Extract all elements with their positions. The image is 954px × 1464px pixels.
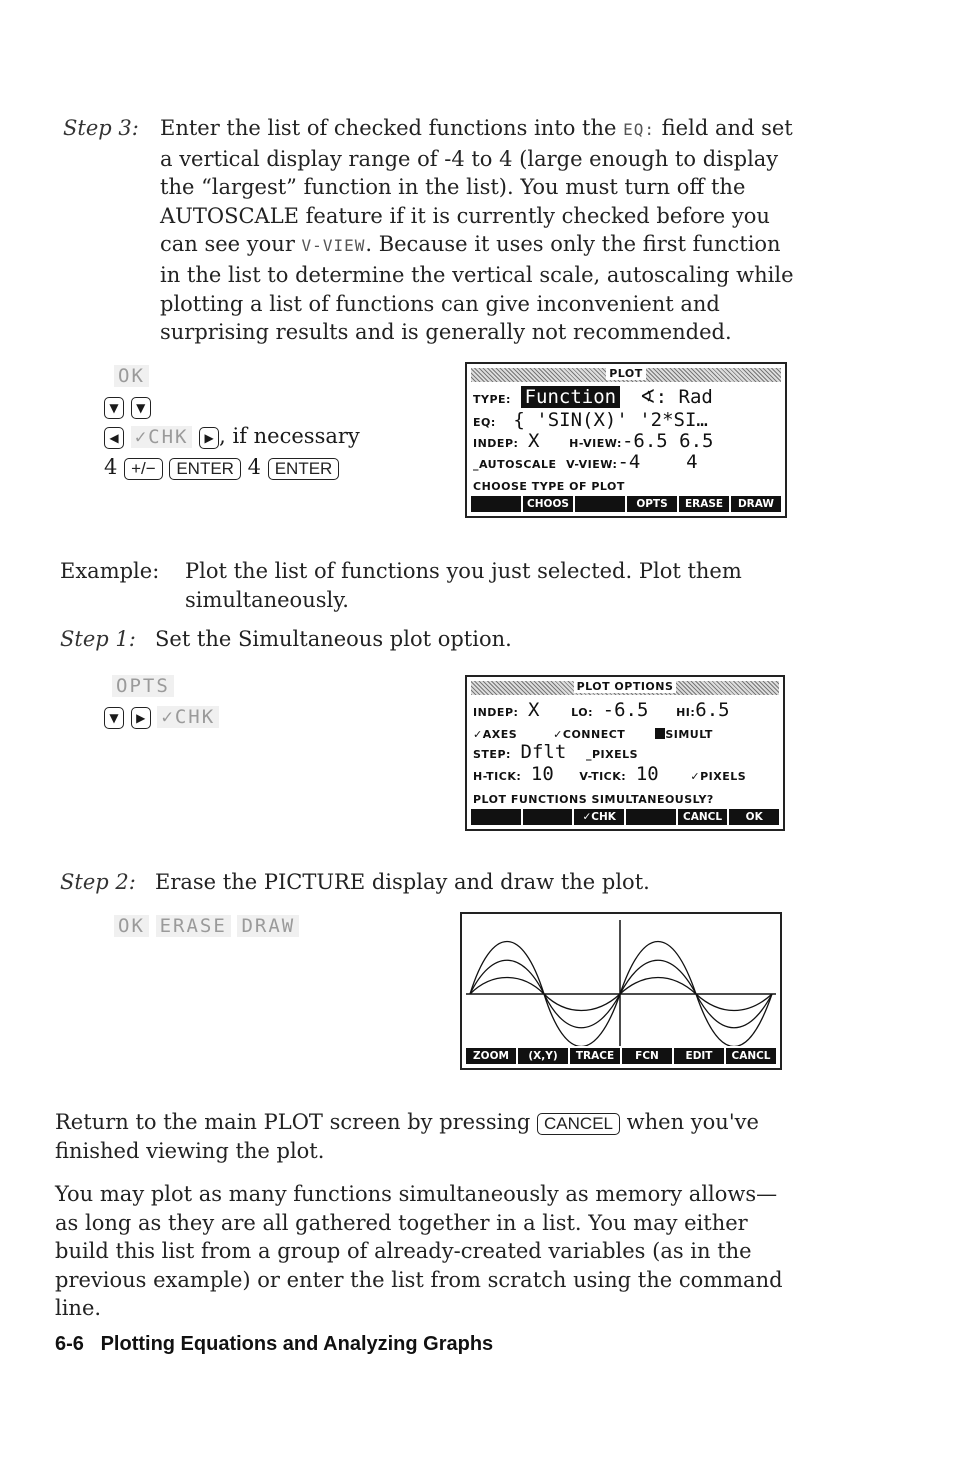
- plot-screen-menu: [471, 496, 781, 512]
- enter-key[interactable]: ENTER: [169, 458, 241, 480]
- enter-key-2[interactable]: ENTER: [268, 458, 340, 480]
- opts-softkey[interactable]: OPTS: [112, 675, 174, 697]
- lo-label: LO:: [571, 706, 594, 719]
- simult-label: SIMULT: [665, 728, 713, 741]
- hi-label: HI:: [676, 706, 696, 719]
- opt-menu-key-chk[interactable]: ✓CHK: [574, 809, 624, 825]
- vtick-label: V-TICK:: [579, 770, 627, 783]
- return-paragraph: [55, 1108, 815, 1165]
- autoscale-check[interactable]: _AUTOSCALE: [473, 458, 557, 471]
- graph-menu-trace[interactable]: TRACE: [570, 1048, 620, 1064]
- step1-label: Step 1:: [60, 627, 136, 651]
- opt-menu-key-1[interactable]: [471, 809, 521, 825]
- down-arrow-key-3[interactable]: ▼: [104, 707, 124, 729]
- eq-label: EQ:: [473, 416, 496, 429]
- digit-4-b: 4: [247, 455, 262, 479]
- menu-key-opts[interactable]: OPTS: [627, 496, 677, 512]
- pixels-check[interactable]: _PIXELS: [585, 748, 639, 761]
- graph-menu: [466, 1048, 776, 1064]
- step3-text-c: . Because it uses only the first function in the list to determine the vertical scale, autoscaling while plotting a list of functions can give inconvenient and surprising results and is generally not recommended.: [160, 232, 794, 345]
- plot-screen-title: PLOT: [606, 367, 646, 380]
- menu-key-draw[interactable]: DRAW: [731, 496, 781, 512]
- example-label: Example:: [60, 559, 160, 583]
- simult-checkbox[interactable]: [655, 728, 665, 739]
- graph-menu-zoom[interactable]: ZOOM: [466, 1048, 516, 1064]
- plot-screen-prompt: CHOOSE TYPE OF PLOT: [473, 480, 625, 493]
- menu-key-1[interactable]: [471, 496, 521, 512]
- indep-row: [473, 430, 713, 452]
- down-arrow-key[interactable]: ▼: [104, 397, 124, 419]
- opt-menu-key-cancl[interactable]: CANCL: [678, 809, 728, 825]
- htick-label: H-TICK:: [473, 770, 522, 783]
- step-value[interactable]: Dflt: [520, 741, 567, 763]
- graph-screen: [460, 912, 782, 1070]
- cancel-key[interactable]: CANCEL: [537, 1113, 620, 1135]
- step2-keystrokes: [114, 910, 299, 941]
- graph-menu-xy[interactable]: (X,Y): [518, 1048, 568, 1064]
- graph-menu-edit[interactable]: EDIT: [674, 1048, 724, 1064]
- connect-check[interactable]: ✓CONNECT: [553, 728, 626, 741]
- indep-label: INDEP:: [473, 437, 519, 450]
- draw-softkey[interactable]: DRAW: [237, 915, 299, 937]
- graph-menu-fcn[interactable]: FCN: [622, 1048, 672, 1064]
- angle-value[interactable]: ∢: Rad: [639, 386, 713, 408]
- return-text-a: Return to the main PLOT screen by pressing: [55, 1110, 538, 1134]
- right-arrow-key[interactable]: ▶: [199, 427, 219, 449]
- indep-value[interactable]: X: [528, 430, 540, 452]
- example-text: Plot the list of functions you just selected. Plot them simultaneously.: [185, 559, 742, 612]
- erase-softkey[interactable]: ERASE: [156, 915, 231, 937]
- if-necessary-text: , if necessary: [219, 424, 360, 448]
- plot-options-screen: [465, 675, 785, 831]
- ok-softkey[interactable]: OK: [114, 365, 149, 387]
- step3-text-b: field and set a vertical display range of -4 to 4 (large enough to display the “largest” function in the list). You must turn off the AUTOSCALE feature if it is currently checked before you can see your: [160, 116, 793, 257]
- step-label: STEP:: [473, 748, 511, 761]
- menu-key-choos[interactable]: CHOOS: [523, 496, 573, 512]
- step3-paragraph: [160, 114, 800, 347]
- options-row-2: [473, 723, 713, 742]
- axes-check[interactable]: ✓AXES: [473, 728, 518, 741]
- options-row-4: [473, 763, 746, 785]
- function-plot: [462, 914, 780, 1046]
- opt-indep-label: INDEP:: [473, 706, 519, 719]
- lo-value[interactable]: -6.5: [602, 699, 649, 721]
- options-title: PLOT OPTIONS: [574, 680, 677, 693]
- opt-menu-key-4[interactable]: [626, 809, 676, 825]
- pixels2-check[interactable]: ✓PIXELS: [690, 770, 747, 783]
- step1-keystrokes: [104, 670, 404, 732]
- vview-label: V-VIEW:: [566, 458, 618, 471]
- graph-menu-cancl[interactable]: CANCL: [726, 1048, 776, 1064]
- hview-label: H-VIEW:: [569, 437, 622, 450]
- digit-4: 4: [104, 455, 118, 479]
- plusminus-key[interactable]: +/−: [124, 458, 163, 480]
- step3-label: Step 3:: [63, 116, 139, 140]
- type-label: TYPE:: [473, 393, 511, 406]
- type-value[interactable]: Function: [521, 386, 621, 408]
- chk-softkey[interactable]: ✓CHK: [131, 426, 193, 448]
- options-row-3: [473, 741, 638, 763]
- step3-text-a: Enter the list of checked functions into the: [160, 116, 624, 140]
- return-text-b: when you've finished viewing the plot.: [55, 1110, 759, 1163]
- options-row-1: [473, 699, 730, 721]
- plot-screen: [465, 362, 787, 518]
- chk-softkey-2[interactable]: ✓CHK: [157, 706, 219, 728]
- hview-value[interactable]: -6.5 6.5: [621, 430, 714, 452]
- eq-field-ref: EQ:: [623, 120, 655, 139]
- htick-value[interactable]: 10: [530, 763, 554, 785]
- step1-text: Set the Simultaneous plot option.: [155, 627, 512, 651]
- opt-menu-key-ok[interactable]: OK: [729, 809, 779, 825]
- vview-row: [473, 451, 698, 473]
- ok-softkey-2[interactable]: OK: [114, 915, 149, 937]
- type-row: [473, 386, 713, 408]
- menu-key-3[interactable]: [575, 496, 625, 512]
- step3-keystrokes: [104, 360, 424, 482]
- closing-paragraph: You may plot as many functions simultaneously as memory allows—as long as they are all gathered together in a list. You may either build this list from a group of already-created variables (as in the previous example) or enter the list from scratch using the command line.: [55, 1182, 783, 1321]
- vview-value[interactable]: -4 4: [617, 451, 698, 473]
- eq-value[interactable]: { 'SIN(X)' '2*SI…: [513, 409, 708, 431]
- hi-value[interactable]: 6.5: [695, 699, 730, 721]
- down-arrow-key-2[interactable]: ▼: [131, 397, 151, 419]
- eq-row: [473, 409, 708, 431]
- opt-indep-value[interactable]: X: [528, 699, 540, 721]
- left-arrow-key[interactable]: ◀: [104, 427, 124, 449]
- right-arrow-key-2[interactable]: ▶: [131, 707, 151, 729]
- vtick-value[interactable]: 10: [635, 763, 659, 785]
- step2-text: Erase the PICTURE display and draw the plot.: [155, 870, 650, 894]
- menu-key-erase[interactable]: ERASE: [679, 496, 729, 512]
- options-prompt: PLOT FUNCTIONS SIMULTANEOUSLY?: [473, 793, 714, 806]
- opt-menu-key-2[interactable]: [523, 809, 573, 825]
- options-menu: [471, 809, 779, 825]
- page-footer: 6-6 Plotting Equations and Analyzing Graphs: [55, 1333, 494, 1355]
- step2-label: Step 2:: [60, 870, 136, 894]
- vview-ref: V-VIEW: [301, 236, 366, 256]
